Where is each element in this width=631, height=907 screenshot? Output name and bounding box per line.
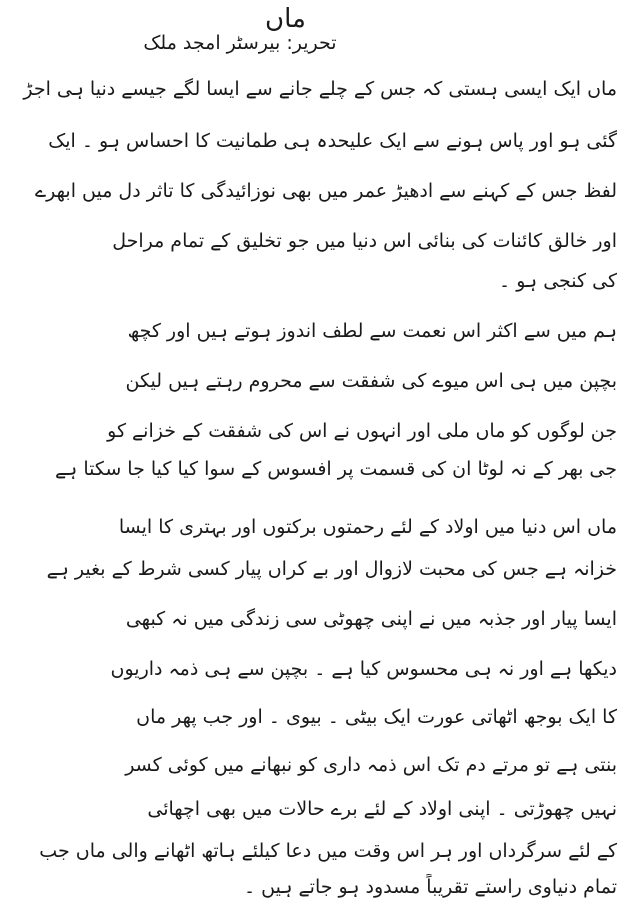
- text-line: کے لئے سرگرداں اور ہر اس وقت میں دعا کیلئے ہاتھ اٹھانے والی ماں جب: [39, 840, 617, 862]
- text-line: گئی ہو اور پاس ہونے سے ایک علیحدہ ہی طمانیت کا احساس ہو ۔ ایک: [48, 130, 617, 152]
- text-line: جی بھر کے نہ لوٹا ان کی قسمت پر افسوس کے سوا کیا کیا جا سکتا ہے: [55, 458, 617, 480]
- text-line: بچپن میں ہی اس میوے کی شفقت سے محروم رہتے ہیں لیکن: [125, 370, 617, 392]
- text-line: ہم میں سے اکثر اس نعمت سے لطف اندوز ہوتے ہیں اور کچھ: [127, 320, 617, 342]
- text-line: بنتی ہے تو مرتے دم تک اس ذمہ داری کو نبھانے میں کوئی کسر: [125, 754, 617, 776]
- text-line: ایسا پیار اور جذبہ میں نے اپنی چھوٹی سی زندگی میں نہ کبھی: [125, 608, 617, 630]
- author-byline: تحریر: بیرسٹر امجد ملک: [143, 32, 337, 54]
- text-line: لفظ جس کے کہنے سے ادھیڑ عمر میں بھی نوزائیدگی کا تاثر دل میں ابھرے: [35, 180, 617, 202]
- page-title: ماں: [265, 4, 306, 34]
- text-line: نہیں چھوڑتی ۔ اپنی اولاد کے لئے برے حالات میں بھی اچھائی: [147, 798, 617, 820]
- text-line: تمام دنیاوی راستے تقریباً مسدود ہو جاتے ہیں ۔: [244, 876, 617, 898]
- text-line: ماں اس دنیا میں اولاد کے لئے رحمتوں برکتوں اور بہتری کا ایسا: [118, 516, 617, 538]
- text-line: کی کنجی ہو ۔: [499, 270, 617, 292]
- text-line: دیکھا ہے اور نہ ہی محسوس کیا ہے ۔ بچپن سے ہی ذمہ داریوں: [110, 658, 617, 680]
- text-line: کا ایک بوجھ اٹھاتی عورت ایک بیٹی ۔ بیوی ۔ اور جب پھر ماں: [136, 706, 617, 728]
- text-line: جن لوگوں کو ماں ملی اور انہوں نے اس کی شفقت کے خزانے کو: [107, 420, 617, 442]
- text-line: ماں ایک ایسی ہستی کہ جس کے چلے جانے سے ایسا لگے جیسے دنیا ہی اجڑ: [23, 78, 617, 100]
- text-line: اور خالق کائنات کی بنائی اس دنیا میں جو تخلیق کے تمام مراحل: [112, 230, 617, 252]
- text-line: خزانہ ہے جس کی محبت لازوال اور بے کراں پیار کسی شرط کے بغیر ہے: [46, 558, 617, 580]
